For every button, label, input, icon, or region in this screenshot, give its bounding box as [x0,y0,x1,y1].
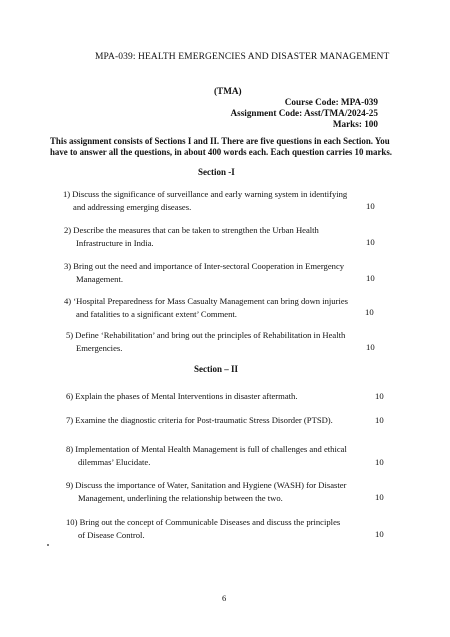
question-5-line2: Emergencies. [76,343,123,353]
question-8-line1: 8) Implementation of Mental Health Management is full of challenges and ethical [66,444,347,454]
assignment-code: Assignment Code: Asst/TMA/2024-25 [230,108,378,118]
question-8-line2: dilemmas’ Elucidate. [78,457,151,467]
question-2-marks: 10 [366,237,375,247]
question-7 [66,414,333,427]
course-code: Course Code: MPA-039 [284,97,378,107]
question-3-line1: 3) Bring out the need and importance of Inter-sectoral Cooperation in Emergency [64,261,345,271]
question-3-line2: Management. [76,274,124,284]
question-3 [64,260,344,286]
question-4-marks: 10 [365,307,374,317]
question-4-line2: and fatalities to a significant extent’ Comment. [76,309,237,319]
page-number: 6 [222,593,227,603]
question-3-marks: 10 [366,273,375,283]
question-9-line2: Management, underlining the relationship between the two. [78,493,283,503]
question-8 [66,443,347,469]
question-8-marks: 10 [375,457,384,467]
question-1-line1: 1) Discuss the significance of surveillance and early warning system in identifying [63,189,348,199]
section-1-heading: Section -I [198,167,235,177]
question-7-marks: 10 [375,415,384,425]
question-2-line1: 2) Describe the measures that can be taken to strengthen the Urban Health [64,225,319,235]
question-7-line1: 7) Examine the diagnostic criteria for Post-traumatic Stress Disorder (PTSD). [66,415,333,425]
question-4-line1: 4) ‘Hospital Preparedness for Mass Casualty Management can bring down injuries [64,296,349,306]
question-4 [64,295,348,321]
question-6-marks: 10 [375,391,384,401]
question-5-line1: 5) Define ‘Rehabilitation’ and bring out the principles of Rehabilitation in Health [66,330,346,340]
question-2-line2: Infrastructure in India. [76,238,154,248]
question-9-marks: 10 [375,492,384,502]
stray-dot [47,544,49,546]
tma-label: (TMA) [214,86,242,96]
section-2-heading: Section – II [194,364,239,374]
question-10-line2: of Disease Control. [78,530,145,540]
question-6-line1: 6) Explain the phases of Mental Interventions in disaster aftermath. [66,391,298,401]
question-10 [66,516,340,542]
course-title: MPA-039: HEALTH EMERGENCIES AND DISASTER MANAGEMENT [95,52,390,62]
question-1 [63,188,347,214]
question-9-line1: 9) Discuss the importance of Water, Sanitation and Hygiene (WASH) for Disaster [66,480,347,490]
question-1-line2: and addressing emerging diseases. [73,202,192,212]
question-10-line1: 10) Bring out the concept of Communicable Diseases and discuss the principles [66,517,341,527]
question-2 [64,224,319,250]
question-1-marks: 10 [366,201,375,211]
marks-total: Marks: 100 [332,119,378,129]
instructions: This assignment consists of Sections I and II. There are five questions in each Section. You have to answer all the questions, in about 400 words each. Each question carries 10 marks. [50,136,393,157]
question-6 [66,390,298,403]
question-5-marks: 10 [366,342,375,352]
question-10-marks: 10 [375,529,384,539]
question-5 [66,329,345,355]
question-9 [66,479,346,505]
